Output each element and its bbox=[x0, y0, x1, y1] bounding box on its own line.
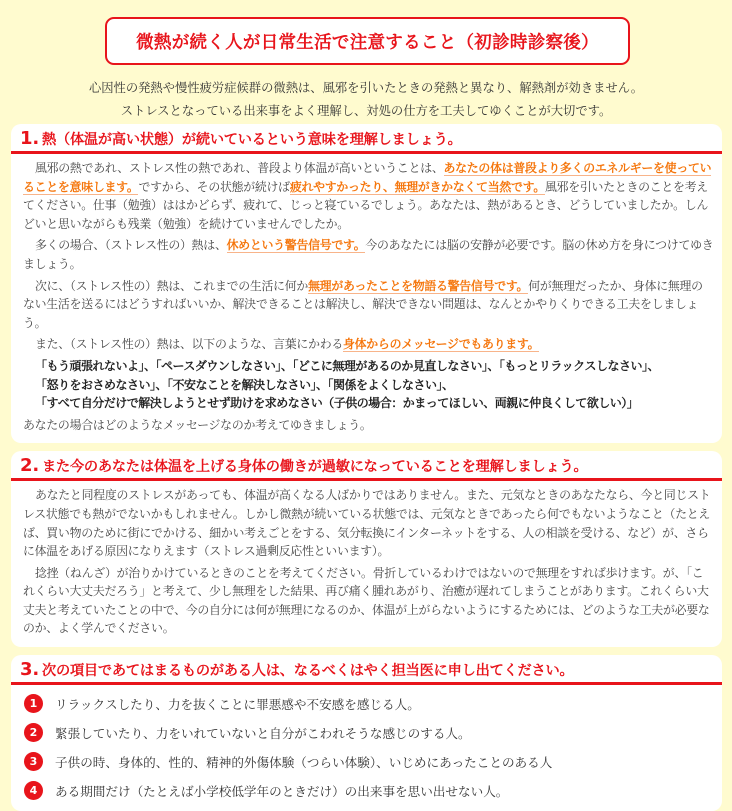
item-text: ある期間だけ（たとえば小学校低学年のときだけ）の出来事を思い出せない人。 bbox=[55, 784, 509, 800]
text: 次に、（ストレス性の）熱は、これまでの生活に何か bbox=[35, 278, 309, 293]
checklist-item bbox=[24, 718, 722, 747]
item-text: リラックスしたり、力を抜くことに罪悪感や不安感を感じる人。 bbox=[55, 697, 420, 713]
section-2-heading bbox=[11, 451, 722, 481]
section-title: 熱（体温が高い状態）が続いているという意味を理解しましょう。 bbox=[41, 132, 462, 148]
text: 多くの場合、（ストレス性の）熱は、 bbox=[35, 238, 227, 253]
text: 風邪の熱であれ、ストレス性の熱であれ、普段より体温が高いということは、 bbox=[35, 161, 444, 175]
section-number: 2. bbox=[20, 455, 39, 477]
quote-line: 「すべて自分だけで解決しようとせず助けを求めなさい（子供の場合：かまってほしい、両親に仲良くして欲しい）」 bbox=[35, 396, 639, 411]
quote-line: 「もう頑張れないよ」、「ペースダウンしなさい」、「どこに無理があるのか見直しなさい」、「もっとリラックスしなさい」、 bbox=[35, 358, 660, 373]
item-text: 緊張していたり、力をいれていないと自分がこわれそうな感じのする人。 bbox=[55, 726, 471, 742]
quote-line: 「怒りをおさめなさい」、「不安なことを解決しなさい」、「関係をよくしなさい」、 bbox=[35, 377, 454, 392]
highlight-text: 休めという警告信号です。 bbox=[226, 238, 366, 253]
number-badge-icon: 3 bbox=[24, 752, 43, 771]
paragraph bbox=[23, 236, 714, 273]
section-3 bbox=[11, 655, 722, 811]
text: 風邪を引いたときのことを考えてください。仕事（勉強）ははかどらず、疲れて、じっと寝ているでしょう。あなたは、熱があるとき、どうしていましたか。しんどいと思いながらも残業（勉強）を続けていませんでしたか。 bbox=[23, 179, 709, 231]
checklist-item bbox=[24, 689, 722, 718]
section-1-heading bbox=[11, 124, 722, 154]
item-text: 子供の時、身体的、性的、精神的外傷体験（つらい体験）、いじめにあったことのある人 bbox=[55, 755, 553, 771]
message-quotes bbox=[23, 357, 714, 413]
text: ですから、その状態が続けば bbox=[138, 179, 290, 194]
intro-line-1: 心因性の発熱や慢性疲労症候群の微熱は、風邪を引いたときの発熱と異なり、解熱剤が効きません。 bbox=[88, 81, 644, 95]
section-number: 3. bbox=[20, 659, 39, 681]
section-1 bbox=[11, 124, 722, 443]
section-2 bbox=[11, 451, 722, 647]
intro-line-2: ストレスとなっている出来事をよく理解し、対処の仕方を工夫してゆくことが大切です。 bbox=[120, 104, 612, 118]
section-number: 1. bbox=[20, 128, 39, 149]
highlight-text: 身体からのメッセージでもあります。 bbox=[343, 337, 540, 352]
paragraph: あなたと同程度のストレスがあっても、体温が高くなる人ばかりではありません。また、元気なときのあなたなら、今と同じストレス状態でも熱がでないかもしれません。しかし微熱が続いている状態では、元気なときであったら何でもないようなこと（たとえば、買い物のために街にでかける、細かい考えごとをする、気分転換にインターネットをする、人の相談を受ける、など）が、さらに体温をあげる原因になりえます（ストレス過剰反応性といいます）。 bbox=[23, 488, 711, 559]
paragraph bbox=[23, 159, 714, 233]
section-title: 次の項目であてはまるものがある人は、なるべくはやく担当医に申し出てください。 bbox=[41, 663, 574, 680]
page-title: 微熱が続く人が日常生活で注意すること（初診時診察後） bbox=[105, 17, 630, 65]
paragraph bbox=[23, 277, 714, 333]
number-badge-icon: 1 bbox=[24, 694, 43, 713]
text: また、（ストレス性の）熱は、以下のような、言葉にかわる bbox=[35, 337, 343, 352]
checklist-item bbox=[24, 747, 722, 776]
highlight-text: 疲れやすかったり、無理がきかなくて当然です。 bbox=[289, 179, 545, 194]
section-title: また今のあなたは体温を上げる身体の働きが過敏になっていることを理解しましょう。 bbox=[41, 459, 588, 476]
paragraph: 捻挫（ねんざ）が治りかけているときのことを考えてください。骨折しているわけではないので無理をすれば歩けます。が、「これくらい大丈夫だろう」と考えて、少し無理をした結果、再び痛く腫れあがり、治癒が遅れてしまうことがあります。これくらい大丈夫と考えていたことの中で、今の自分には何が無理になるのか、体温が上がらないようにするためには、どのような工夫が必要なのか、よく学んでください。 bbox=[23, 565, 710, 636]
text: 何が無理だったか、身体に無理のない生活を送るにはどうすればいいか、解決できることは解決し、解決できない問題は、なんとかやりくりできる工夫をしましょう。 bbox=[23, 278, 703, 330]
number-badge-icon: 2 bbox=[24, 723, 43, 742]
sections bbox=[11, 124, 722, 811]
checklist-item bbox=[24, 776, 722, 805]
highlight-text: 無理があったことを物語る警告信号です。 bbox=[308, 278, 529, 293]
highlight-text: あなたの体は普段より多くのエネルギーを使っていることを意味します。 bbox=[23, 161, 712, 194]
closing-text: あなたの場合はどのようなメッセージなのか考えてゆきましょう。 bbox=[23, 417, 372, 432]
section-3-heading bbox=[11, 655, 722, 685]
text: 今のあなたには脳の安静が必要です。脳の休め方を身につけてゆきましょう。 bbox=[23, 238, 714, 271]
number-badge-icon: 4 bbox=[24, 781, 43, 800]
paragraph bbox=[23, 335, 714, 354]
